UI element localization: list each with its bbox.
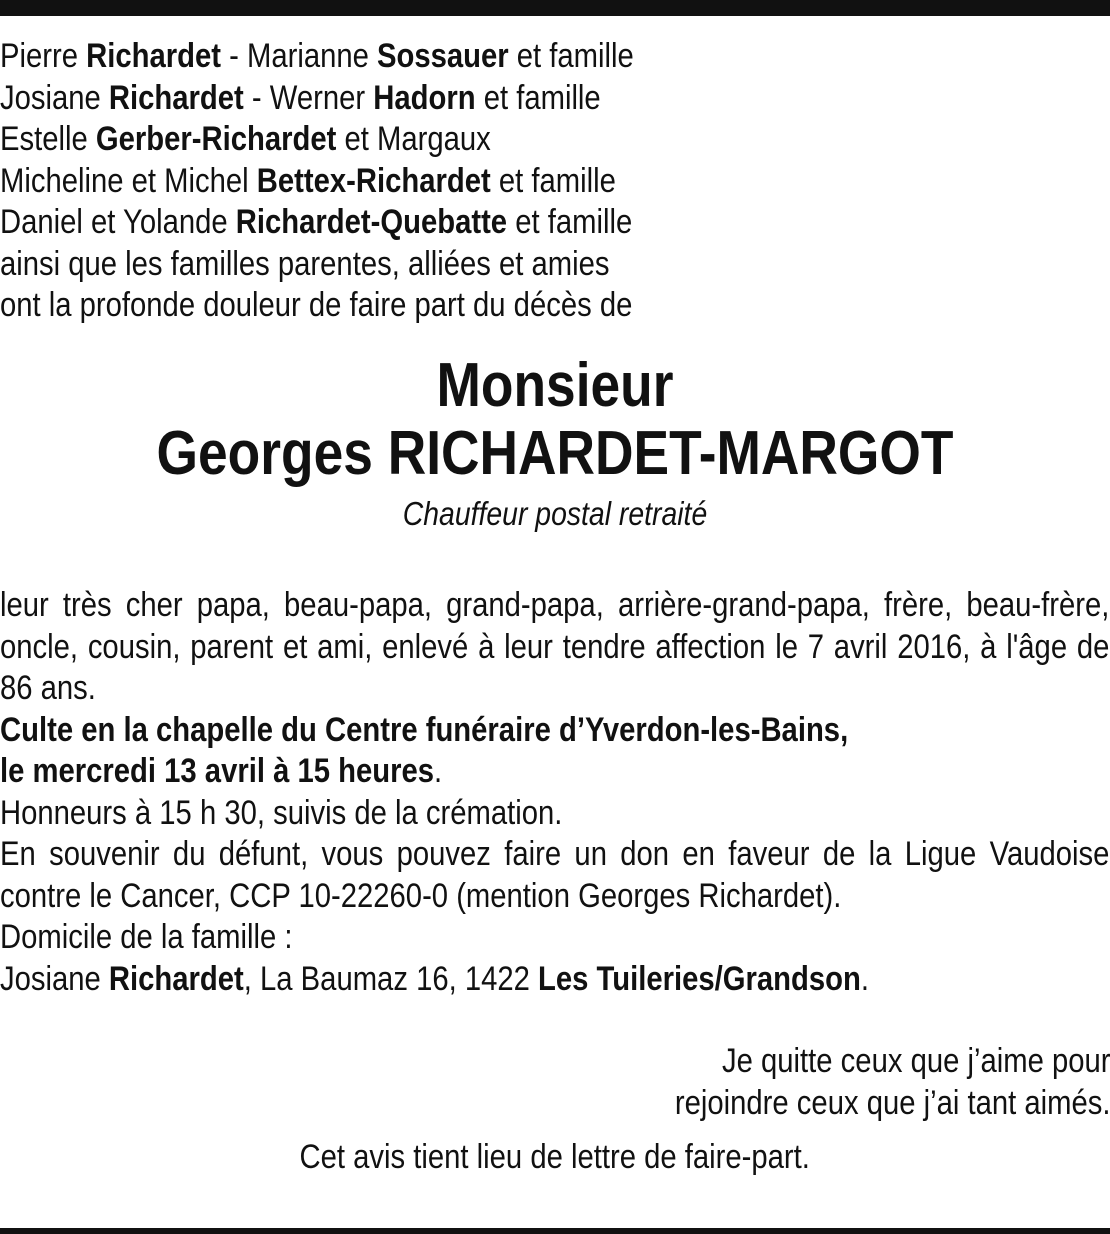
suffix-text: et Margaux	[336, 120, 491, 158]
family-line-4	[0, 161, 1109, 203]
address-period: .	[860, 959, 869, 998]
bottom-rule	[0, 1228, 1110, 1234]
suffix-text: et famille	[507, 203, 633, 241]
footer-note	[0, 1137, 1110, 1179]
street-address: , La Baumaz 16, 1422	[243, 959, 539, 998]
notice-body	[0, 585, 1110, 1000]
given-names: Micheline et Michel	[0, 161, 257, 200]
donation-paragraph: En souvenir du défunt, vous pouvez faire un don en faveur de la Ligue Vaudoise contre le Cancer, CCP 10-22260-0 (mention Georges Richardet).	[0, 835, 1110, 915]
footer-note-text: Cet avis tient lieu de lettre de faire-part.	[299, 1138, 811, 1176]
relationship-paragraph: leur très cher papa, beau-papa, grand-papa, arrière-grand-papa, frère, beau-frère, oncle, cousin, parent et ami, enlevé à leur tendre affection le 7 avril 2016, à l'âge de 86 ans.	[0, 586, 1110, 707]
surname: Sossauer	[377, 37, 509, 75]
surname: Bettex-Richardet	[256, 161, 491, 200]
given-names: - Werner	[243, 78, 374, 117]
domicile-address	[0, 959, 1109, 1001]
top-rule	[0, 0, 1110, 16]
family-line-1	[0, 36, 1109, 78]
intro-line-2: ont la profonde douleur de faire part du décès de	[0, 286, 633, 324]
given-names: - Marianne	[220, 37, 378, 75]
surname: Richardet	[86, 37, 221, 75]
deceased-name: Georges RICHARDET-MARGOT	[156, 419, 954, 488]
family-line-2	[0, 78, 1109, 120]
given-names: Pierre	[0, 37, 87, 75]
suffix-text: et famille	[490, 161, 616, 200]
surname: Hadorn	[373, 78, 476, 117]
locality: Les Tuileries/Grandson	[538, 959, 861, 998]
ceremony-date: le mercredi 13 avril à 15 heures	[0, 752, 435, 790]
quote-line-1: Je quitte ceux que j’aime pour	[721, 1042, 1110, 1080]
given-names: Josiane	[0, 959, 109, 998]
profession: Chauffeur postal retraité	[402, 495, 708, 532]
surname: Richardet-Quebatte	[235, 203, 508, 241]
ceremony-line-2	[0, 751, 1109, 793]
domicile-label: Domicile de la famille :	[0, 918, 293, 956]
intro-line-1: ainsi que les familles parentes, alliées et amies	[0, 244, 610, 283]
given-names: Josiane	[0, 78, 109, 117]
ceremony-period: .	[434, 752, 443, 790]
deceased-block	[0, 352, 1110, 534]
honorific: Monsieur	[436, 351, 674, 420]
given-names: Daniel et Yolande	[0, 203, 236, 241]
surname: Richardet	[108, 959, 244, 998]
family-line-5	[0, 202, 1109, 244]
surname: Richardet	[108, 78, 244, 117]
honours-line: Honneurs à 15 h 30, suivis de la crémation.	[0, 793, 563, 832]
given-names: Estelle	[0, 120, 96, 158]
suffix-text: et famille	[475, 78, 601, 117]
surname: Gerber-Richardet	[95, 120, 337, 158]
family-line-3	[0, 119, 1109, 161]
ceremony-line-1: Culte en la chapelle du Centre funéraire d’Yverdon-les-Bains,	[0, 710, 849, 749]
family-list	[0, 36, 1109, 327]
suffix-text: et famille	[508, 37, 634, 75]
closing-quote	[604, 1041, 1110, 1124]
quote-line-2: rejoindre ceux que j’ai tant aimés.	[674, 1083, 1110, 1122]
